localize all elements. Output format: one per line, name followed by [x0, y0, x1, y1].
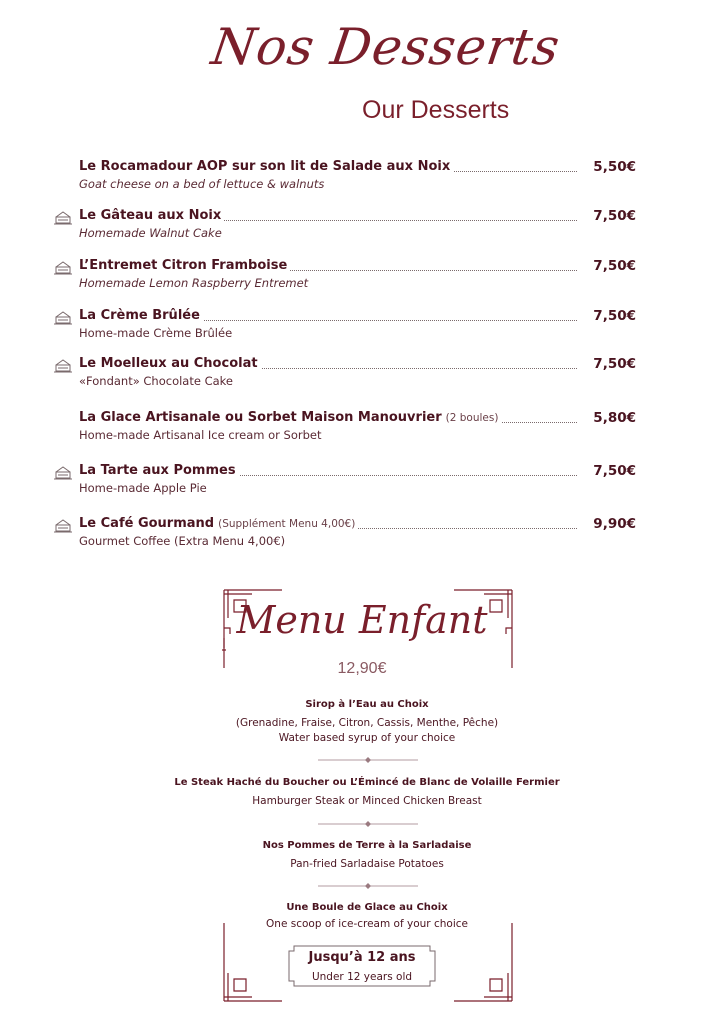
- dessert-description: Gourmet Coffee (Extra Menu 4,00€): [79, 534, 286, 548]
- page-subtitle: Our Desserts: [362, 96, 510, 124]
- dessert-item: [0, 259, 724, 299]
- dessert-name-text: La Tarte aux Pommes: [79, 463, 236, 478]
- dessert-name-text: Le Café Gourmand: [79, 516, 215, 531]
- dessert-note: (Supplément Menu 4,00€): [218, 518, 356, 530]
- kids-main-en: Hamburger Steak or Minced Chicken Breast: [252, 795, 482, 807]
- dessert-note: (2 boules): [445, 412, 499, 424]
- kids-main-title: Le Steak Haché du Boucher ou L’Émincé de Blanc de Volaille Fermier: [174, 777, 560, 788]
- dessert-description: Home-made Crème Brûlée: [79, 326, 233, 340]
- dessert-name: [79, 208, 224, 223]
- kids-dessert-title: Une Boule de Glace au Choix: [286, 902, 448, 913]
- dessert-price: 9,90€: [593, 516, 636, 532]
- dessert-item: [0, 309, 724, 349]
- homemade-icon: [53, 309, 73, 325]
- dessert-price: 7,50€: [593, 258, 636, 274]
- dessert-item: [0, 209, 724, 249]
- dessert-price: 7,50€: [593, 463, 636, 479]
- separator-ornament: [318, 883, 418, 889]
- dessert-price: 7,50€: [593, 208, 636, 224]
- dessert-name-text: Le Rocamadour AOP sur son lit de Salade aux Noix: [79, 159, 451, 174]
- kids-drink-title: Sirop à l’Eau au Choix: [305, 699, 429, 710]
- kids-side-en: Pan-fried Sarladaise Potatoes: [290, 858, 444, 870]
- dessert-description: Homemade Lemon Raspberry Entremet: [79, 276, 309, 290]
- dessert-item: [0, 464, 724, 504]
- dessert-name-text: Le Gâteau aux Noix: [79, 208, 222, 223]
- separator-ornament: [318, 821, 418, 827]
- kids-side-title: Nos Pommes de Terre à la Sarladaise: [262, 840, 472, 851]
- dessert-item: [0, 411, 724, 451]
- dessert-item: [0, 160, 724, 200]
- age-limit-en: Under 12 years old: [311, 971, 413, 983]
- homemade-icon: [53, 259, 73, 275]
- dessert-name-text: Le Moelleux au Chocolat: [79, 356, 258, 371]
- dessert-name-text: La Glace Artisanale ou Sorbet Maison Manouvrier: [79, 410, 442, 425]
- homemade-icon: [53, 517, 73, 533]
- dessert-name: [79, 308, 203, 323]
- dessert-name-text: L’Entremet Citron Framboise: [79, 258, 288, 273]
- dessert-description: Home-made Artisanal Ice cream or Sorbet: [79, 428, 322, 442]
- age-limit-fr: Jusqu’à 12 ans: [308, 950, 416, 965]
- dessert-name: [79, 356, 261, 371]
- kids-drink-options: (Grenadine, Fraise, Citron, Cassis, Menthe, Pêche): [235, 717, 499, 729]
- dessert-name: [79, 463, 239, 478]
- homemade-icon: [53, 209, 73, 225]
- dessert-name: [79, 410, 501, 425]
- dessert-description: Homemade Walnut Cake: [79, 226, 222, 240]
- dessert-name-text: La Crème Brûlée: [79, 308, 200, 323]
- separator-ornament: [318, 757, 418, 763]
- dessert-name: [79, 159, 453, 174]
- kids-dessert-en: One scoop of ice-cream of your choice: [266, 918, 468, 930]
- dessert-description: «Fondant» Chocolate Cake: [79, 374, 233, 388]
- dessert-name: [79, 516, 358, 531]
- dessert-description: Goat cheese on a bed of lettuce & walnuts: [79, 177, 325, 191]
- kids-menu-price: 12,90€: [337, 660, 387, 677]
- homemade-icon: [53, 357, 73, 373]
- dessert-price: 5,50€: [593, 159, 636, 175]
- kids-drink-en: Water based syrup of your choice: [278, 732, 456, 744]
- dessert-name: [79, 258, 290, 273]
- homemade-icon: [53, 464, 73, 480]
- dessert-description: Home-made Apple Pie: [79, 481, 207, 495]
- kids-menu-title: Menu Enfant: [236, 598, 488, 642]
- dessert-price: 7,50€: [593, 308, 636, 324]
- dessert-price: 5,80€: [593, 410, 636, 426]
- dessert-price: 7,50€: [593, 356, 636, 372]
- dessert-item: [0, 517, 724, 557]
- page-title: Nos Desserts: [207, 18, 564, 76]
- dessert-item: [0, 357, 724, 397]
